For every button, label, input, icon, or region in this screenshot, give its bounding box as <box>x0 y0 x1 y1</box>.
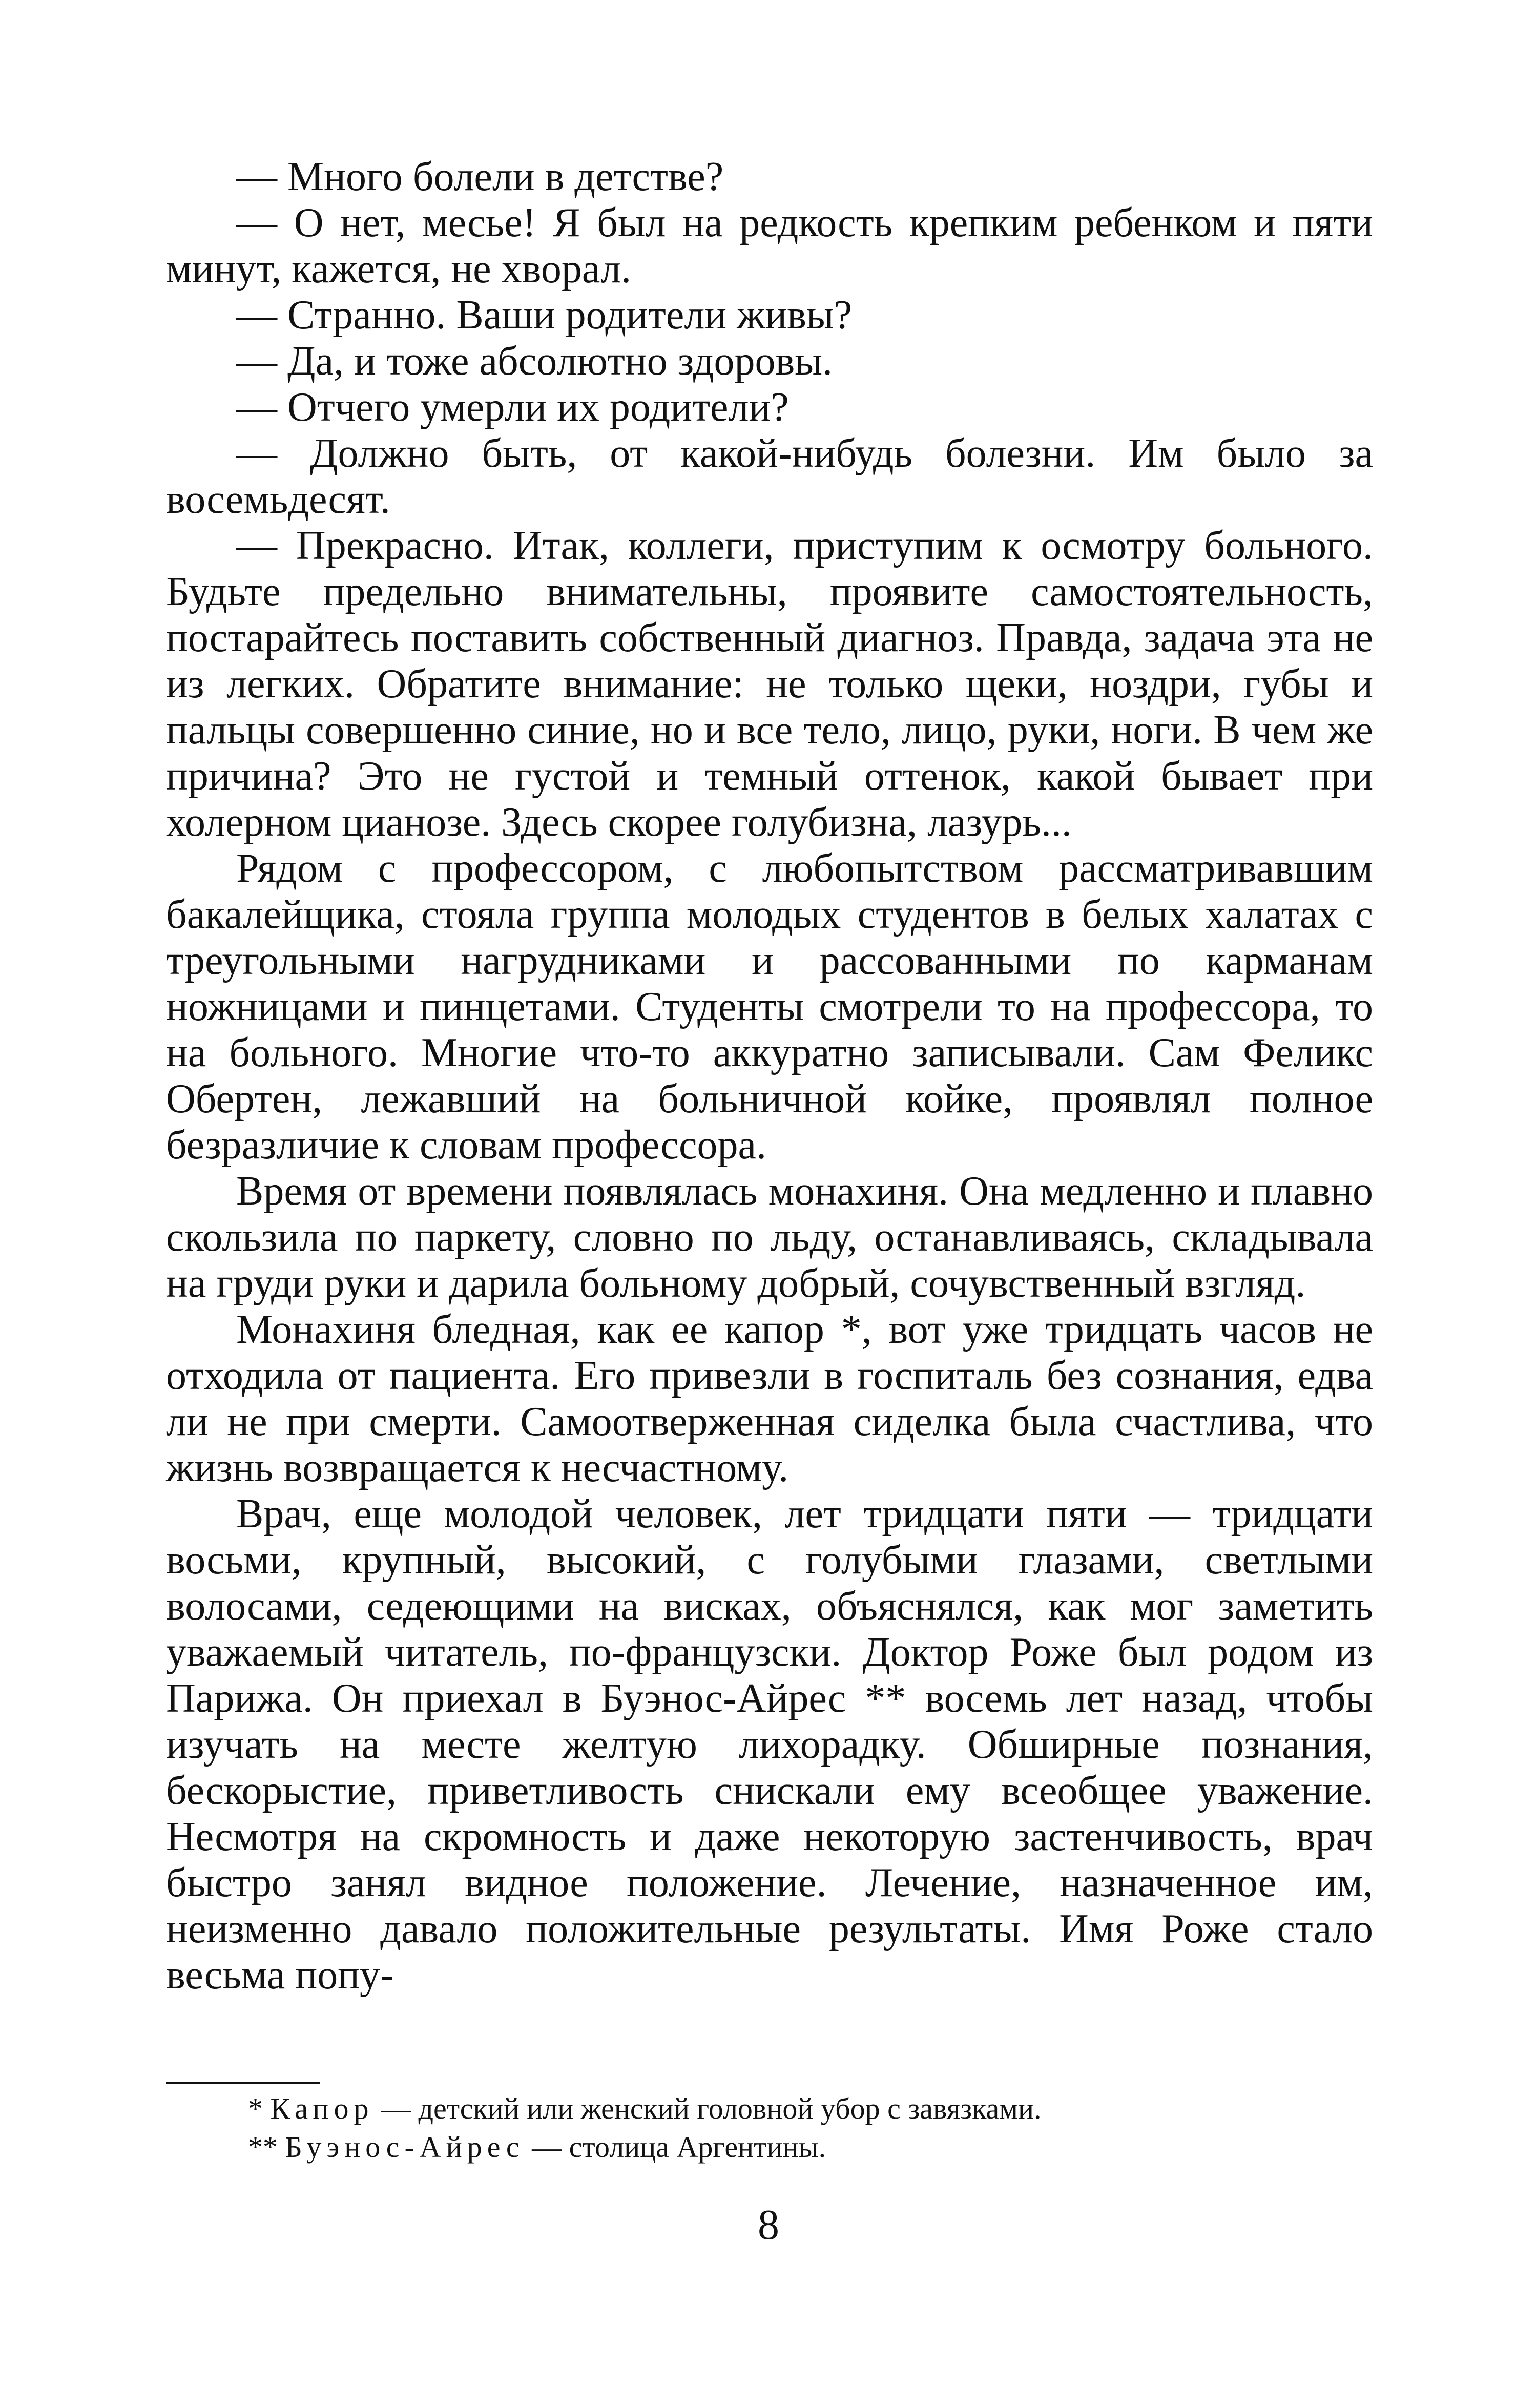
footnote-item <box>166 2089 1373 2128</box>
footnote-term: Капор <box>270 2092 374 2125</box>
dialogue-line: — О нет, месье! Я был на редкость крепким ребенком и пяти минут, кажется, не хворал. <box>166 200 1373 292</box>
text-paragraph: Время от времени появлялась монахиня. Она медленно и плавно скользила по паркету, словно по льду, останавливаясь, складывала на груди руки и дарила больному добрый, сочувственный взгляд. <box>166 1169 1373 1306</box>
footnote-text: — столица Аргентины. <box>532 2130 826 2164</box>
text-paragraph: Врач, еще молодой человек, лет тридцати пяти — тридцати восьми, крупный, высокий, с голубыми глазами, светлыми волосами, седеющими на висках, объяснялся, как мог заметить уважаемый читатель, по-французски. Доктор Роже был родом из Парижа. Он приехал в Буэнос-Айрес ** восемь лет назад, чтобы изучать на месте желтую лихорадку. Обширные познания, бескорыстие, приветливость снискали ему всеобщее уважение. Несмотря на скромность и даже некоторую застенчивость, врач быстро занял видное положение. Лечение, назначенное им, неизменно давало положительные результаты. Имя Роже стало весьма попу- <box>166 1491 1373 1998</box>
footnote-term: Буэнос-Айрес <box>285 2130 525 2164</box>
footnote-mark: ** <box>248 2130 278 2164</box>
text-paragraph: Рядом с профессором, с любопытством рассматривавшим бакалейщика, стояла группа молодых студентов в белых халатах с треугольными нагрудниками и рассованными по карманам ножницами и пинцетами. Студенты смотрели то на профессора, то на больного. Многие что-то аккуратно записывали. Сам Феликс Обертен, лежавший на больничной койке, проявлял полное безразличие к словам профессора. <box>166 846 1373 1168</box>
dialogue-line: — Должно быть, от какой-нибудь болезни. Им было за восемьдесят. <box>166 431 1373 522</box>
footnote-item <box>166 2128 1373 2166</box>
footnote-mark: * <box>248 2092 263 2125</box>
footnotes <box>166 2089 1373 2166</box>
text-paragraph: Монахиня бледная, как ее капор *, вот уже тридцать часов не отходила от пациента. Его привезли в госпиталь без сознания, едва ли не при смерти. Самоотверженная сиделка была счастлива, что жизнь возвращается к несчастному. <box>166 1307 1373 1490</box>
dialogue-line: — Отчего умерли их родители? <box>236 385 789 430</box>
main-text <box>166 154 1373 1998</box>
footnote-divider <box>166 2082 320 2084</box>
footnote-text: — детский или женский головной убор с завязками. <box>381 2092 1042 2125</box>
dialogue-line: — Да, и тоже абсолютно здоровы. <box>236 339 833 384</box>
dialogue-line: — Странно. Ваши родители живы? <box>236 293 853 338</box>
dialogue-line: — Прекрасно. Итак, коллеги, приступим к осмотру больного. Будьте предельно внимательны, проявите самостоятельность, постарайтесь поставить собственный диагноз. Правда, задача эта не из легких. Обратите внимание: не только щеки, ноздри, губы и пальцы совершенно синие, но и все тело, лицо, руки, ноги. В чем же причина? Это не густой и темный оттенок, какой бывает при холерном цианозе. Здесь скорее голубизна, лазурь... <box>166 523 1373 845</box>
page-number: 8 <box>758 2201 779 2249</box>
dialogue-line: — Много болели в детстве? <box>236 154 724 199</box>
